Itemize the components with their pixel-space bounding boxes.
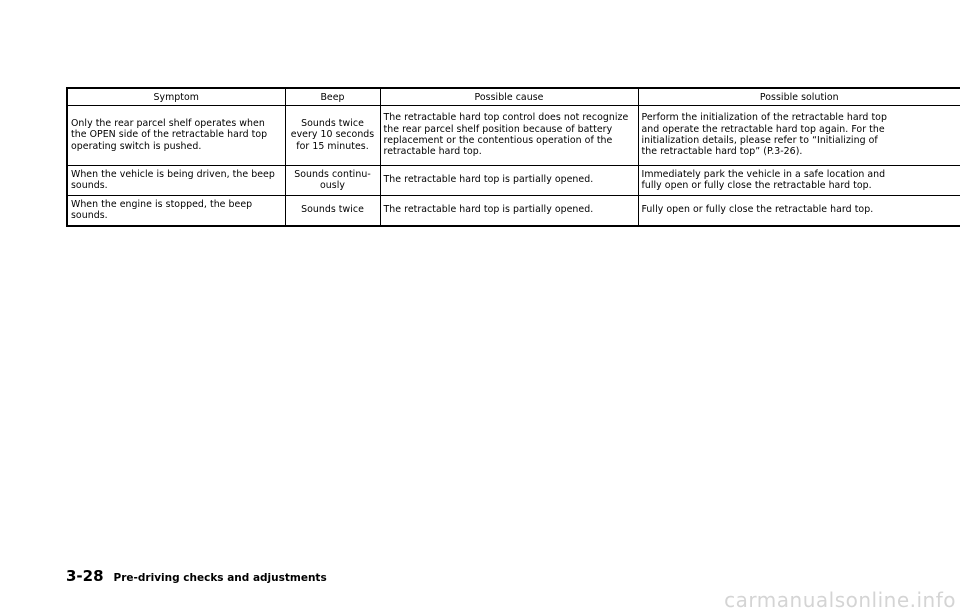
header-beep: Beep: [285, 88, 380, 106]
cell-beep: Sounds twice every 10 seconds for 15 minutes.: [285, 106, 380, 166]
page-footer: [66, 567, 327, 585]
cell-solution: Perform the initialization of the retractable hard top and operate the retractable hard top again. For the initialization details, please refer to “Initializing of the retractable hard top” (P.3-26).: [638, 106, 960, 166]
cell-cause: The retractable hard top is partially opened.: [380, 166, 638, 196]
troubleshooting-table-container: [66, 87, 960, 227]
cell-beep: Sounds twice: [285, 196, 380, 227]
cell-solution: Immediately park the vehicle in a safe location and fully open or fully close the retractable hard top.: [638, 166, 960, 196]
header-possible-solution: Possible solution: [638, 88, 960, 106]
header-symptom: Symptom: [67, 88, 285, 106]
cell-symptom: When the vehicle is being driven, the beep sounds.: [67, 166, 285, 196]
cell-symptom: Only the rear parcel shelf operates when the OPEN side of the retractable hard top operating switch is pushed.: [67, 106, 285, 166]
cell-solution: Fully open or fully close the retractable hard top.: [638, 196, 960, 227]
header-possible-cause: Possible cause: [380, 88, 638, 106]
table-row: [67, 106, 960, 166]
page-number: 3-28: [66, 567, 104, 585]
cell-symptom: When the engine is stopped, the beep sounds.: [67, 196, 285, 227]
table-row: [67, 166, 960, 196]
cell-beep: Sounds continu- ously: [285, 166, 380, 196]
section-title: Pre-driving checks and adjustments: [113, 572, 327, 584]
cell-cause: The retractable hard top control does not recognize the rear parcel shelf position because of battery replacement or the contentious operation of the retractable hard top.: [380, 106, 638, 166]
cell-cause: The retractable hard top is partially opened.: [380, 196, 638, 227]
troubleshooting-table: [66, 87, 960, 227]
table-header-row: [67, 88, 960, 106]
watermark: carmanualsonline.info: [724, 588, 956, 612]
table-row: [67, 196, 960, 227]
